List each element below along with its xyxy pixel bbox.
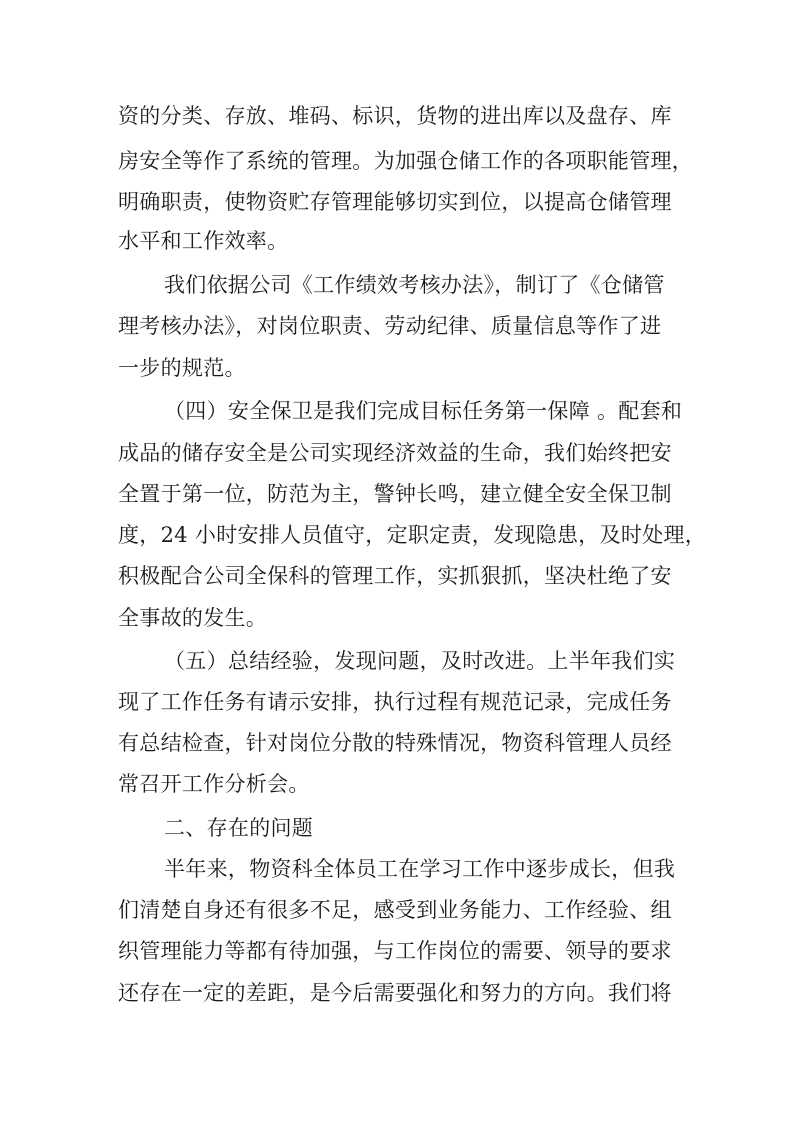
text-line: （四）安全保卫是我们完成目标任务第一保障 。配套和 [164, 399, 683, 423]
text-line: 全事故的发生。 [118, 606, 268, 630]
text-line: 常召开工作分析会。 [118, 772, 310, 796]
text-line: 积极配合公司全保科的管理工作，实抓狠抓，坚决杜绝了安 [118, 564, 672, 588]
text-line: （五）总结经验，发现问题，及时改进。上半年我们实 [164, 649, 676, 673]
text-line: 现了工作任务有请示安排，执行过程有规范记录，完成任务 [118, 690, 672, 714]
section-heading: 二、存在的问题 [164, 816, 314, 840]
text-line: 全置于第一位，防范为主，警钟长鸣，建立健全安全保卫制 [118, 482, 672, 506]
text-line: 水平和工作效率。 [118, 229, 289, 253]
text-line: 度，24 小时安排人员值守，定职定责，发现隐患，及时处理， [118, 523, 707, 547]
text-line: 有总结检查，针对岗位分散的特殊情况，物资科管理人员经 [118, 731, 672, 755]
text-line: 资的分类、存放、堆码、标识，货物的进出库以及盘存、库 [118, 104, 672, 128]
text-line: 明确职责，使物资贮存管理能够切实到位，以提高仓储管理 [118, 190, 672, 214]
text-line: 房安全等作了系统的管理。为加强仓储工作的各项职能管理， [118, 149, 694, 173]
text-line: 理考核办法》，对岗位职责、劳动纪律、质量信息等作了进 [118, 314, 662, 338]
text-line: 半年来，物资科全体员工在学习工作中逐步成长，但我 [164, 857, 676, 881]
text-line: 还存在一定的差距，是今后需要强化和努力的方向。我们将 [118, 981, 672, 1005]
text-line: 我们依据公司《工作绩效考核办法》，制订了《仓储管 [164, 273, 665, 297]
text-line: 织管理能力等都有待加强，与工作岗位的需要、领导的要求 [118, 939, 672, 963]
text-line: 们清楚自身还有很多不足，感受到业务能力、工作经验、组 [118, 898, 672, 922]
text-line: 成品的储存安全是公司实现经济效益的生命，我们始终把安 [118, 441, 672, 465]
text-line: 一步的规范。 [118, 356, 246, 380]
